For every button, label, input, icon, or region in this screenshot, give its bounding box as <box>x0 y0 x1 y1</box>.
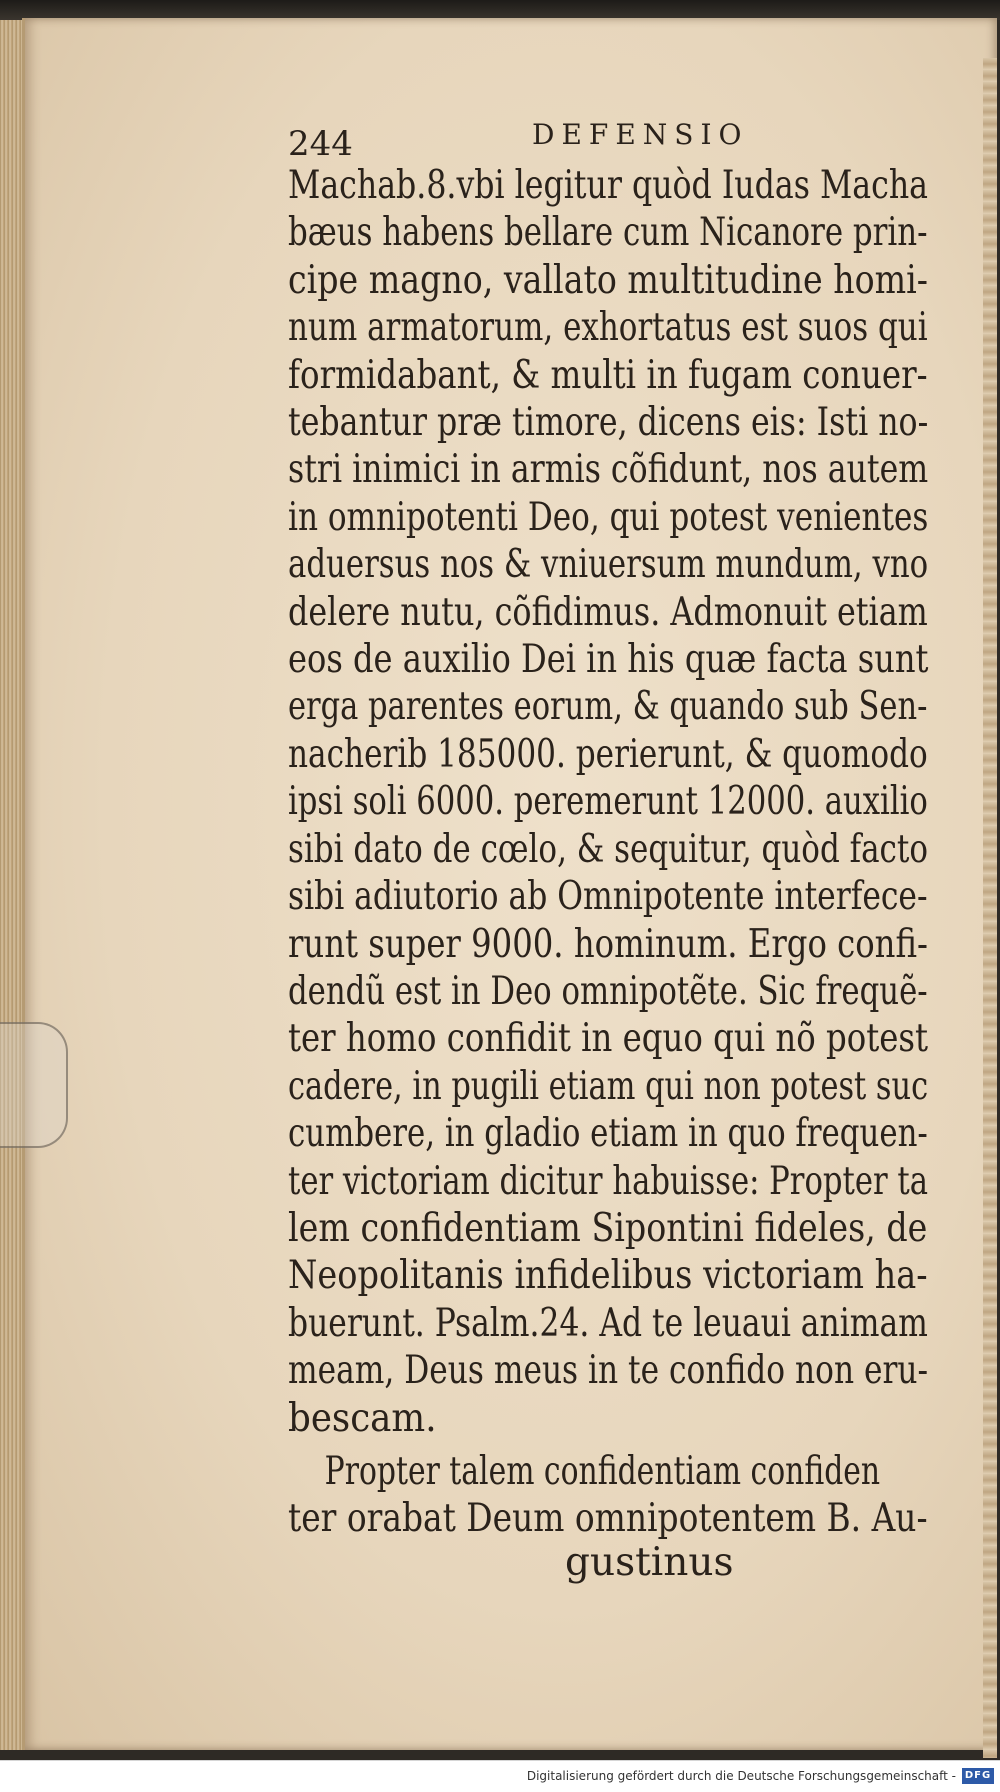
text-line: sibi dato de cœlo, & sequitur, quòd facto <box>288 826 928 872</box>
text-line: ipsi soli 6000. peremerunt 12000. auxilio <box>288 779 928 825</box>
text-line: tebantur præ timore, dicens eis: Isti no- <box>288 400 929 446</box>
text-line: ter homo confidit in equo qui nõ potest <box>288 1016 928 1062</box>
paragraph-1 <box>288 162 988 1442</box>
page-text-block <box>288 118 988 1543</box>
text-line: Neopolitanis infidelibus victoriam ha- <box>288 1253 928 1299</box>
text-line: nacherib 185000. perierunt, & quomodo <box>288 731 928 777</box>
scan-background-top <box>0 0 1000 20</box>
text-line: aduersus nos & vniuersum mundum, vno <box>288 542 929 588</box>
text-line: ter victoriam dicitur habuisse: Propter ta <box>288 1158 929 1204</box>
page-clip-marker <box>0 1022 68 1148</box>
text-line: buerunt. Psalm.24. Ad te leuaui animam <box>288 1300 928 1346</box>
text-line: meam, Deus meus in te confido non eru- <box>288 1348 929 1394</box>
text-line: delere nutu, cõfidimus. Admonuit etiam <box>288 589 928 635</box>
text-line: num armatorum, exhortatus est suos qui <box>288 305 928 351</box>
catchword: gustinus <box>565 1540 734 1585</box>
text-line: formidabant, & multi in fugam conuer- <box>288 352 928 398</box>
text-line: erga parentes eorum, & quando sub Sen- <box>288 684 928 730</box>
page-number: 244 <box>288 124 353 164</box>
text-line: bescam. <box>288 1395 437 1441</box>
text-line: bæus habens bellare cum Nicanore prin- <box>288 210 928 256</box>
paragraph-2 <box>288 1448 988 1543</box>
text-line: eos de auxilio Dei in his quæ facta sunt <box>288 637 929 683</box>
funding-credit: Digitalisierung gefördert durch die Deutsche Forschungsgemeinschaft - <box>526 1769 956 1783</box>
page-header <box>288 118 988 162</box>
text-line: cipe magno, vallato multitudine homi- <box>288 257 928 303</box>
text-line: runt super 9000. hominum. Ergo confi- <box>288 921 928 967</box>
text-line: sibi adiutorio ab Omnipotente interfece- <box>288 874 928 920</box>
text-line: stri inimici in armis cõfidunt, nos autem <box>288 447 929 493</box>
footer-bar <box>0 1760 1000 1792</box>
dfg-logo: DFG <box>962 1768 994 1784</box>
running-head: DEFENSIO <box>532 118 749 151</box>
text-line: cumbere, in gladio etiam in quo frequen- <box>288 1111 928 1157</box>
text-line: cadere, in pugili etiam qui non potest suc <box>288 1063 929 1109</box>
text-line: ter orabat Deum omnipotentem B. Au- <box>288 1496 928 1542</box>
text-line: in omnipotenti Deo, qui potest venientes <box>288 494 929 540</box>
text-line: Machab.8.vbi legitur quòd Iudas Macha <box>288 163 929 208</box>
text-line: Propter talem confidentiam confiden <box>324 1448 881 1494</box>
text-line: lem confidentiam Sipontini fideles, de <box>288 1205 928 1251</box>
text-line: dendũ est in Deo omnipotẽte. Sic frequẽ- <box>288 968 928 1014</box>
